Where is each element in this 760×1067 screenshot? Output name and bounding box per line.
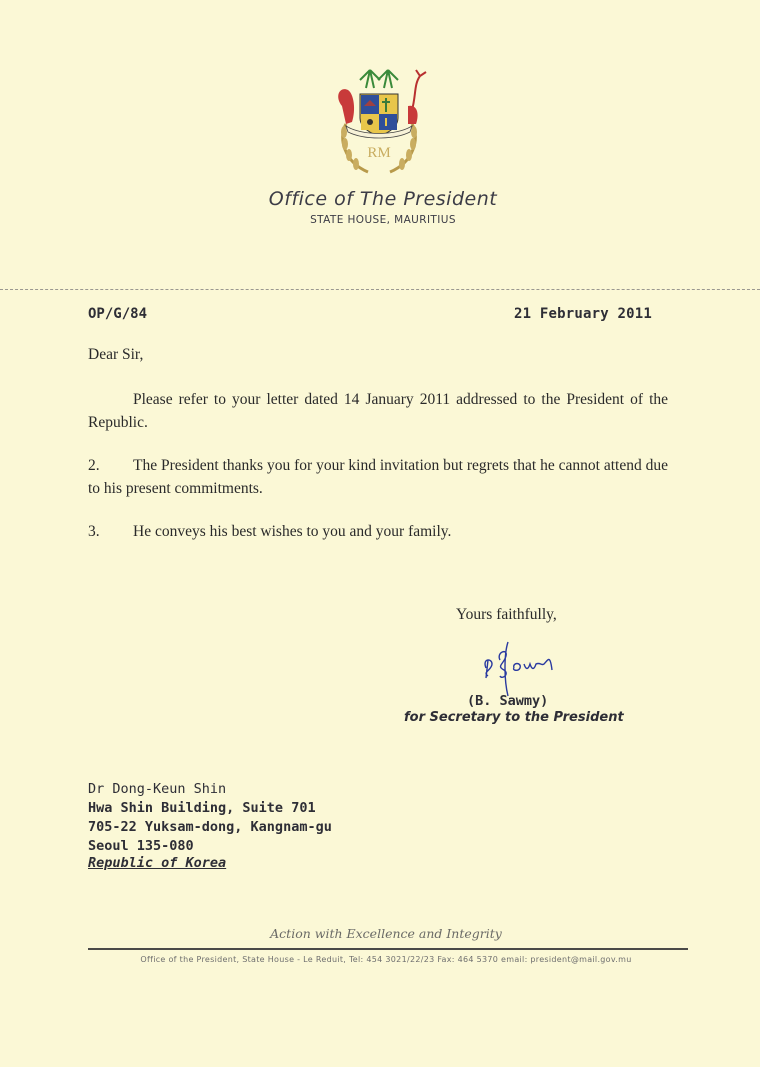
footer-divider — [88, 948, 688, 950]
salutation: Dear Sir, — [88, 346, 144, 363]
handwritten-signature — [478, 640, 568, 700]
recipient-street: 705-22 Yuksam-dong, Kangnam-gu — [88, 819, 332, 835]
footer-contact: Office of the President, State House - Le Reduit, Tel: 454 3021/22/23 Fax: 464 5370 email: president@mail.gov.mu — [140, 955, 632, 964]
coat-of-arms-icon — [316, 66, 442, 178]
office-address: STATE HOUSE, MAURITIUS — [310, 214, 456, 226]
paragraph-2-text: The President thanks you for your kind invitation but regrets that he cannot attend due to his present commitments. — [88, 457, 668, 497]
signer-name: (B. Sawmy) — [467, 693, 549, 709]
paragraph-3 — [88, 520, 668, 543]
closing: Yours faithfully, — [456, 606, 557, 623]
paragraph-2 — [88, 454, 668, 500]
paragraph-3-text: He conveys his best wishes to you and your family. — [133, 523, 452, 540]
paragraph-1: Please refer to your letter dated 14 January 2011 addressed to the President of the Republic. — [88, 391, 668, 431]
reference-number: OP/G/84 — [88, 306, 148, 322]
recipient-city: Seoul 135-080 — [88, 838, 194, 854]
office-title: Office of The President — [268, 188, 498, 210]
recipient-name: Dr Dong-Keun Shin — [88, 781, 227, 797]
letter-date: 21 February 2011 — [514, 306, 653, 322]
paragraph-2-number: 2. — [88, 457, 100, 474]
header-divider — [0, 289, 760, 290]
recipient-country: Republic of Korea — [88, 855, 227, 871]
crest-monogram: RM — [367, 145, 391, 161]
footer-motto: Action with Excellence and Integrity — [270, 926, 502, 941]
recipient-building: Hwa Shin Building, Suite 701 — [88, 800, 316, 816]
signer-role: for Secretary to the President — [404, 710, 624, 725]
paragraph-3-number: 3. — [88, 523, 100, 540]
